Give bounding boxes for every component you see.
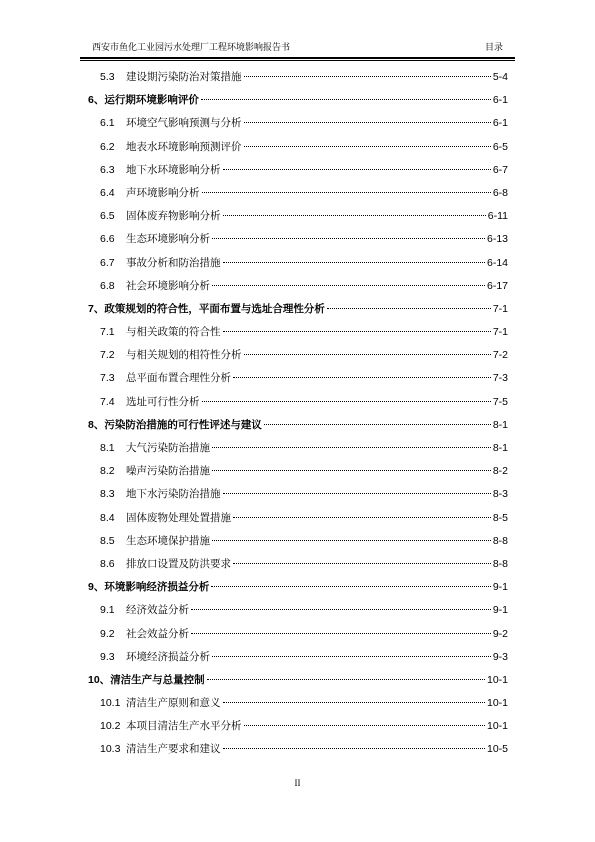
toc-chapter-entry[interactable] (88, 672, 508, 695)
toc-section-entry[interactable] (88, 556, 508, 579)
toc-entry-title: 总平面布置合理性分析 (126, 372, 231, 385)
toc-entry-title: 建设期污染防治对策措施 (126, 71, 242, 83)
toc-entry-page: 9-1 (492, 581, 508, 594)
toc-entry-page: 9-3 (492, 650, 508, 663)
toc-entry-number: 6.1 (100, 117, 115, 130)
toc-entry-number: 8、 (88, 418, 105, 431)
toc-entry-page: 9-2 (492, 627, 508, 640)
toc-section-entry[interactable] (88, 486, 508, 509)
toc-entry-number: 9.1 (100, 604, 115, 617)
toc-entry-number: 10、 (88, 673, 111, 686)
toc-entry-title: 政策规划的符合性，平面布置与选址合理性分析 (104, 302, 325, 315)
toc-entry-title: 社会效益分析 (126, 627, 189, 640)
toc-entry-page: 6-17 (486, 279, 508, 292)
toc-entry-title: 清洁生产原则和意义 (126, 697, 221, 710)
toc-entry-page: 6-14 (486, 256, 508, 269)
toc-dot-leader (244, 354, 491, 355)
toc-entry-title: 大气污染防治措施 (126, 442, 210, 454)
toc-dot-leader (201, 99, 491, 100)
page-number: II (294, 778, 301, 788)
toc-entry-page: 7-1 (492, 302, 508, 315)
toc-entry-page: 10-5 (486, 743, 508, 756)
toc-entry-number: 8.4 (100, 511, 115, 524)
toc-entry-title: 声环境影响分析 (126, 186, 200, 199)
toc-entry-number: 6.8 (100, 279, 115, 292)
toc-entry-title: 地表水环境影响预测评价 (126, 140, 242, 153)
toc-entry-title: 运行期环境影响评价 (104, 94, 199, 107)
toc-entry-page: 8-2 (492, 465, 508, 478)
toc-section-entry[interactable] (88, 255, 508, 278)
toc-dot-leader (244, 122, 491, 123)
toc-dot-leader (223, 493, 491, 494)
toc-section-entry[interactable] (88, 139, 508, 162)
toc-entry-page: 6-8 (492, 186, 508, 199)
toc-entry-title: 经济效益分析 (126, 604, 189, 617)
toc-entry-number: 10.3 (100, 743, 121, 756)
toc-entry-page: 8-1 (492, 442, 508, 454)
toc-entry-number: 6.4 (100, 186, 115, 199)
toc-section-entry[interactable] (88, 115, 508, 138)
toc-entry-page: 8-5 (492, 511, 508, 524)
toc-dot-leader (223, 215, 486, 216)
toc-entry-title: 与相关政策的符合性 (126, 326, 221, 339)
toc-section-entry[interactable] (88, 208, 508, 231)
toc-entry-number: 8.1 (100, 442, 115, 454)
toc-dot-leader (202, 401, 491, 402)
toc-entry-page: 6-5 (492, 140, 508, 153)
toc-entry-number: 8.6 (100, 557, 115, 570)
toc-entry-title: 噪声污染防治措施 (126, 465, 210, 478)
toc-entry-title: 清洁生产与总量控制 (110, 673, 205, 686)
document-title: 西安市鱼化工业园污水处理厂工程环境影响报告书 (92, 43, 291, 53)
toc-chapter-entry[interactable] (88, 579, 508, 602)
toc-entry-title: 清洁生产要求和建议 (126, 743, 221, 756)
toc-section-entry[interactable] (88, 718, 508, 741)
toc-entry-title: 生态环境保护措施 (126, 534, 210, 547)
toc-entry-title: 污染防治措施的可行性评述与建议 (104, 418, 262, 431)
toc-dot-leader (233, 517, 491, 518)
toc-entry-number: 6.3 (100, 163, 115, 176)
toc-dot-leader (202, 192, 491, 193)
toc-dot-leader (327, 308, 491, 309)
toc-entry-page: 6-13 (486, 233, 508, 246)
toc-entry-page: 6-11 (487, 210, 508, 223)
toc-entry-page: 6-7 (492, 163, 508, 176)
toc-dot-leader (212, 470, 491, 471)
toc-entry-number: 9.3 (100, 650, 115, 663)
toc-entry-page: 10-1 (486, 720, 508, 733)
toc-entry-title: 固体废弃物影响分析 (126, 210, 221, 223)
toc-dot-leader (233, 563, 491, 564)
toc-entry-page: 9-1 (492, 604, 508, 617)
toc-dot-leader (212, 540, 491, 541)
toc-dot-leader (212, 447, 491, 448)
toc-dot-leader (244, 76, 491, 77)
toc-entry-number: 9.2 (100, 627, 115, 640)
toc-section-entry[interactable] (88, 324, 508, 347)
toc-entry-page: 7-3 (492, 372, 508, 385)
toc-dot-leader (212, 656, 491, 657)
toc-entry-title: 本项目清洁生产水平分析 (126, 720, 242, 733)
toc-entry-page: 7-1 (492, 326, 508, 339)
toc-entry-title: 选址可行性分析 (126, 395, 200, 408)
toc-dot-leader (244, 725, 485, 726)
toc-section-entry[interactable] (88, 463, 508, 486)
toc-entry-number: 7、 (88, 302, 105, 315)
toc-entry-title: 地下水环境影响分析 (126, 163, 221, 176)
toc-chapter-entry[interactable] (88, 417, 508, 440)
toc-entry-title: 环境经济损益分析 (126, 650, 210, 663)
section-label: 目录 (484, 43, 503, 53)
toc-dot-leader (211, 586, 490, 587)
toc-dot-leader (223, 702, 485, 703)
toc-section-entry[interactable] (88, 510, 508, 533)
toc-section-entry[interactable] (88, 741, 508, 764)
toc-entry-number: 10.2 (100, 720, 121, 733)
toc-entry-number: 7.4 (100, 395, 115, 408)
toc-entry-page: 8-8 (492, 557, 508, 570)
toc-section-entry[interactable] (88, 394, 508, 417)
toc-entry-page: 7-5 (492, 395, 508, 408)
toc-section-entry[interactable] (88, 69, 508, 92)
toc-entry-page: 8-1 (492, 418, 508, 431)
toc-section-entry[interactable] (88, 347, 508, 370)
toc-entry-number: 7.3 (100, 372, 115, 385)
toc-section-entry[interactable] (88, 231, 508, 254)
toc-entry-page: 10-1 (486, 673, 508, 686)
toc-section-entry[interactable] (88, 370, 508, 393)
toc-dot-leader (233, 377, 491, 378)
toc-dot-leader (191, 609, 491, 610)
toc-section-entry[interactable] (88, 695, 508, 718)
toc-entry-title: 环境影响经济损益分析 (104, 581, 210, 594)
toc-entry-number: 5.3 (100, 71, 115, 83)
header-rule-thin (80, 60, 515, 61)
toc-dot-leader (207, 679, 485, 680)
toc-dot-leader (223, 331, 491, 332)
toc-entry-number: 6.6 (100, 233, 115, 246)
toc-entry-number: 8.2 (100, 465, 115, 478)
toc-chapter-entry[interactable] (88, 92, 508, 115)
toc-entry-number: 6.7 (100, 256, 115, 269)
toc-chapter-entry[interactable] (88, 301, 508, 324)
toc-entry-title: 地下水污染防治措施 (126, 488, 221, 501)
toc-entry-page: 6-1 (492, 117, 508, 130)
toc-entry-page: 5-4 (492, 71, 508, 83)
toc-entry-number: 7.2 (100, 349, 115, 362)
toc-section-entry[interactable] (88, 602, 508, 625)
toc-dot-leader (223, 748, 485, 749)
toc-dot-leader (223, 169, 491, 170)
toc-section-entry[interactable] (88, 440, 508, 463)
toc-entry-title: 环境空气影响预测与分析 (126, 117, 242, 130)
header-rule-thick (80, 57, 515, 59)
toc-dot-leader (191, 633, 491, 634)
toc-entry-number: 9、 (88, 581, 105, 594)
toc-entry-title: 排放口设置及防洪要求 (126, 557, 231, 570)
toc-section-entry[interactable] (88, 185, 508, 208)
toc-section-entry[interactable] (88, 649, 508, 672)
toc-entry-title: 事故分析和防治措施 (126, 256, 221, 269)
toc-entry-number: 6.2 (100, 140, 115, 153)
toc-entry-number: 7.1 (100, 326, 115, 339)
toc-section-entry[interactable] (88, 533, 508, 556)
toc-section-entry[interactable] (88, 626, 508, 649)
toc-entry-page: 8-3 (492, 488, 508, 501)
toc-dot-leader (244, 146, 491, 147)
toc-section-entry[interactable] (88, 278, 508, 301)
table-of-contents (88, 69, 508, 765)
toc-entry-title: 与相关规划的相符性分析 (126, 349, 242, 362)
toc-dot-leader (212, 285, 485, 286)
toc-entry-number: 8.5 (100, 534, 115, 547)
toc-entry-number: 10.1 (100, 697, 121, 710)
toc-entry-number: 6、 (88, 94, 105, 107)
toc-entry-number: 6.5 (100, 210, 115, 223)
toc-dot-leader (212, 238, 485, 239)
toc-entry-title: 生态环境影响分析 (126, 233, 210, 246)
toc-entry-number: 8.3 (100, 488, 115, 501)
toc-entry-title: 社会环境影响分析 (126, 279, 210, 292)
toc-section-entry[interactable] (88, 162, 508, 185)
page-header (80, 40, 515, 58)
toc-entry-page: 6-1 (492, 94, 508, 107)
toc-entry-page: 7-2 (492, 349, 508, 362)
toc-entry-page: 8-8 (492, 534, 508, 547)
toc-dot-leader (264, 424, 491, 425)
toc-dot-leader (223, 262, 485, 263)
toc-entry-page: 10-1 (486, 697, 508, 710)
toc-entry-title: 固体废物处理处置措施 (126, 511, 231, 524)
